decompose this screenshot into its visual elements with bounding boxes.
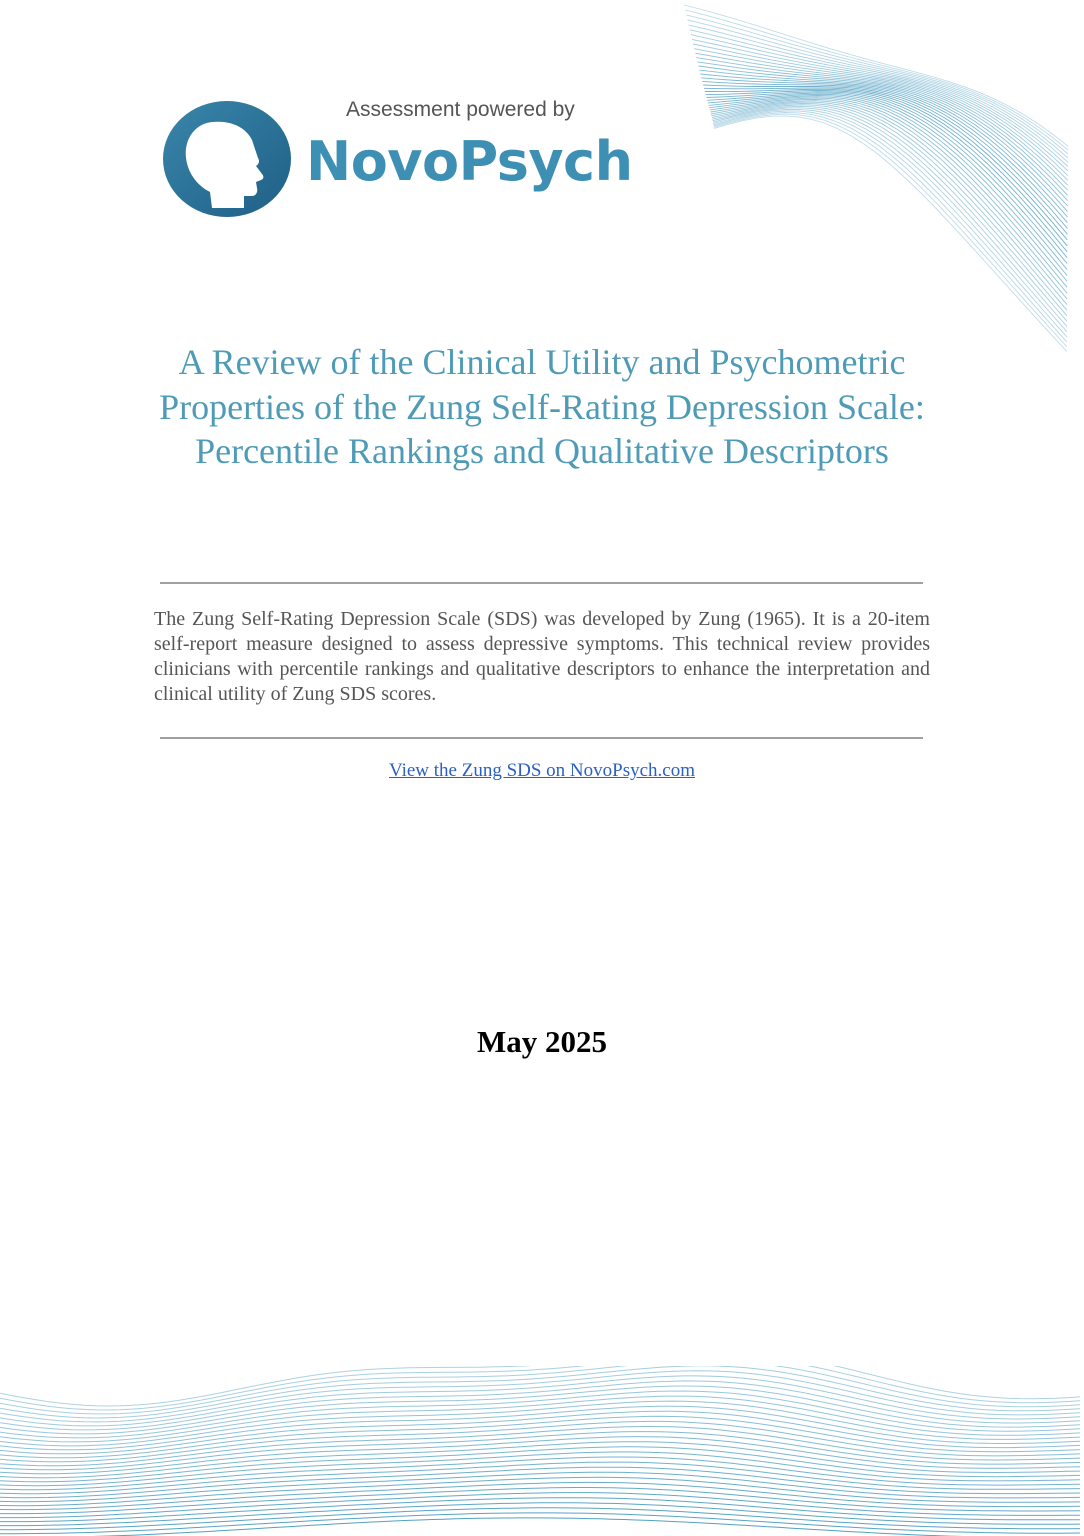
wave-line [0,1366,1080,1410]
publication-date: May 2025 [476,1024,607,1059]
divider-top [160,582,923,584]
abstract-text: The Zung Self-Rating Depression Scale (SDS) was developed by Zung (1965). It is a 20-item self-report measure designed to assess depressive symptoms. This technical review provides clinicians with percentile rankings and qualitative descriptors to enhance the interpretation and clinical utility of Zung SDS scores. [154,608,930,705]
view-zung-sds-link[interactable]: View the Zung SDS on NovoPsych.com [388,760,695,781]
wave-line [711,101,1067,299]
wave-line [0,1411,1080,1454]
link-container [0,760,1084,782]
wave-line [0,1427,1080,1466]
wave-line [714,113,1067,342]
wave-line [0,1391,1080,1438]
wave-line [0,1416,1080,1458]
head-profile-icon [160,96,294,220]
logo-brand-name: NovoPsych [306,130,633,193]
wave-line [0,1366,1080,1414]
logo-tagline: Assessment powered by [346,98,575,121]
wave-line [0,1508,1080,1530]
document-title: A Review of the Clinical Utility and Psychometric Properties of the Zung Self-Rating Depression Scale: Percentile Rankings and Qualitative Descriptors [159,342,925,471]
decorative-wave-top [664,0,1084,370]
wave-line [713,106,1067,321]
novopsych-logo [160,96,660,226]
wave-line [707,93,1067,264]
wave-line [713,109,1067,331]
divider-bottom [160,737,923,739]
decorative-wave-bottom [0,1366,1084,1536]
wave-line [0,1503,1080,1526]
wave-line [0,1421,1080,1461]
